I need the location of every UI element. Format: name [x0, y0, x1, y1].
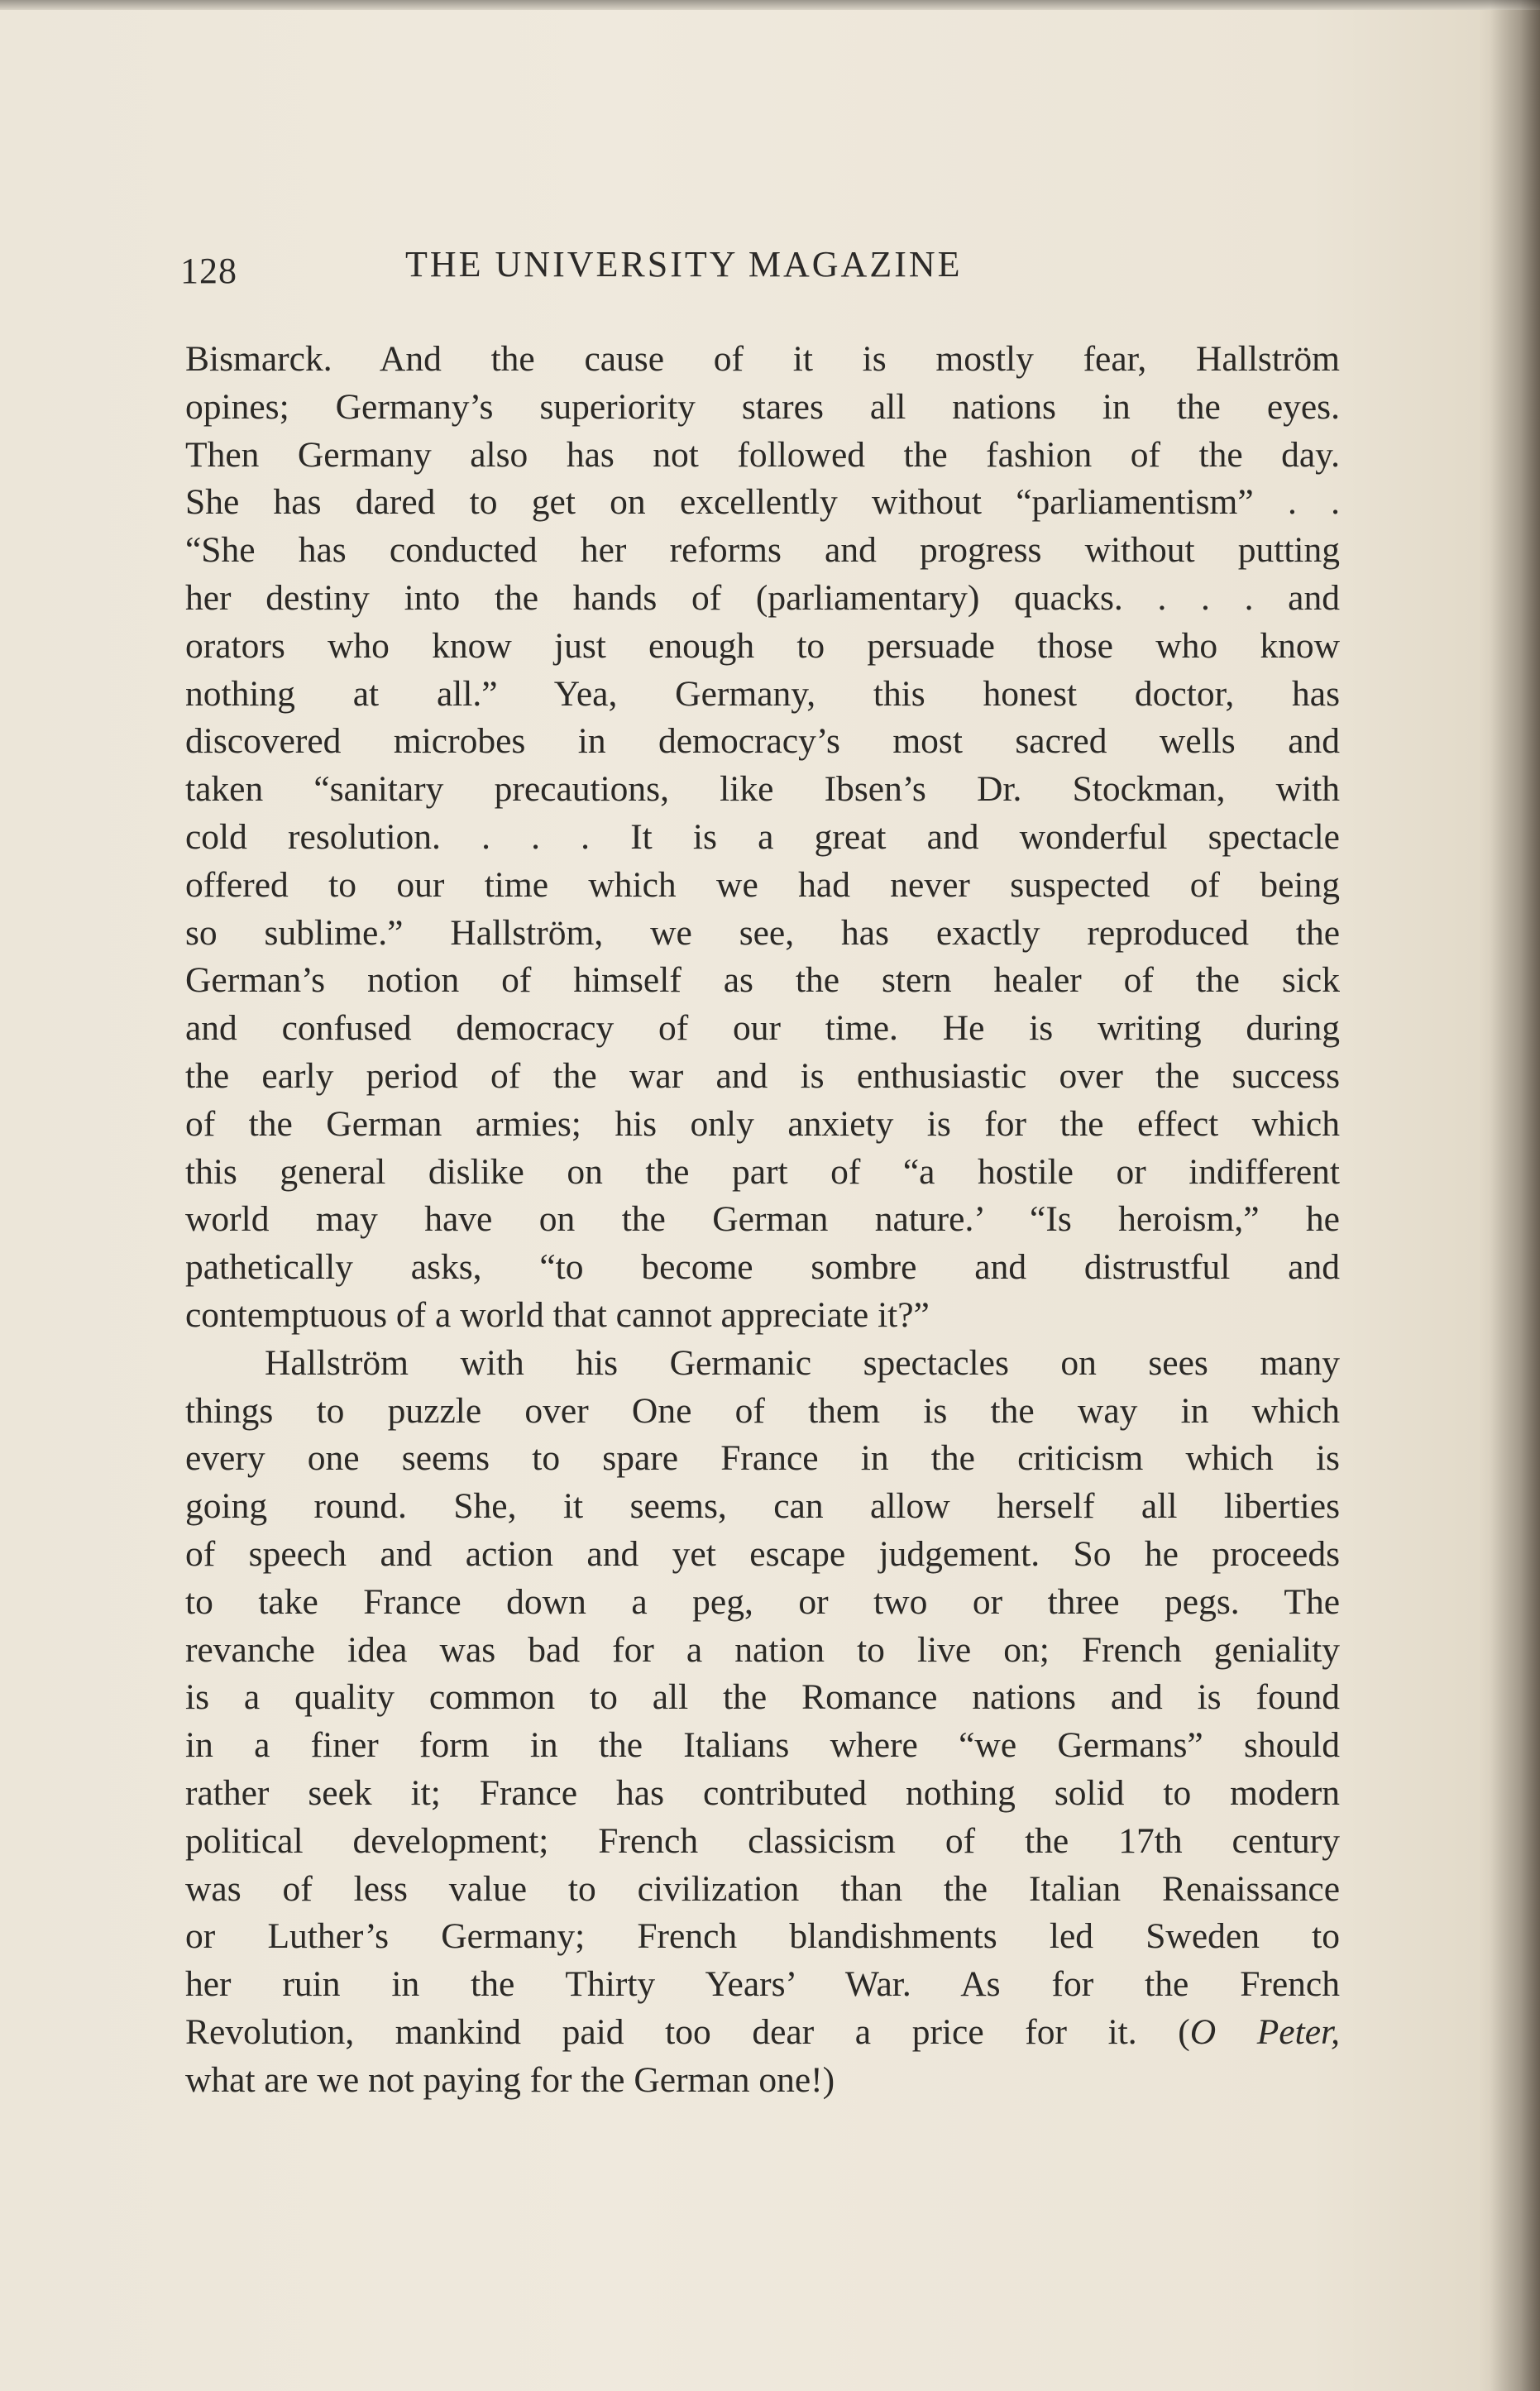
- paragraph-first-line: Hallström with his Germanic spectacles on sees many: [265, 1342, 1340, 1383]
- text-line: going round. She, it seems, can allow herself all liberties: [185, 1486, 1340, 1527]
- text-line: of speech and action and yet escape judgement. So he proceeds: [185, 1533, 1340, 1574]
- text-line: opines; Germany’s superiority stares all nations in the eyes.: [185, 386, 1340, 427]
- page-gutter-shadow: [1490, 0, 1540, 2391]
- running-title: THE UNIVERSITY MAGAZINE: [405, 244, 963, 285]
- text-line: so sublime.” Hallström, we see, has exactly reproduced the: [185, 912, 1340, 953]
- text-line: of the German armies; his only anxiety is for the effect which: [185, 1103, 1340, 1144]
- text-line: cold resolution. . . . It is a great and wonderful spectacle: [185, 816, 1340, 857]
- text-line: pathetically asks, “to become sombre and distrustful and: [185, 1247, 1340, 1288]
- text-line: German’s notion of himself as the stern healer of the sick: [185, 960, 1340, 1001]
- text-line: taken “sanitary precautions, like Ibsen’s Dr. Stockman, with: [185, 769, 1340, 810]
- text-line: rather seek it; France has contributed nothing solid to modern: [185, 1772, 1340, 1813]
- body-text: [185, 336, 1340, 2104]
- page-top-shadow: [0, 0, 1540, 10]
- text-line: her ruin in the Thirty Years’ War. As for the French: [185, 1964, 1340, 2005]
- text-line: the early period of the war and is enthusiastic over the success: [185, 1055, 1340, 1096]
- text-line: orators who know just enough to persuade those who know: [185, 625, 1340, 666]
- text-line: political development; French classicism of the 17th century: [185, 1820, 1340, 1861]
- text-line: offered to our time which we had never suspected of being: [185, 864, 1340, 905]
- text-line: is a quality common to all the Romance nations and is found: [185, 1677, 1340, 1718]
- text-line: every one seems to spare France in the criticism which is: [185, 1438, 1340, 1479]
- text-line: Then Germany also has not followed the fashion of the day.: [185, 434, 1340, 475]
- text-segment: Revolution, mankind paid too dear a price for it. (: [185, 2011, 1190, 2052]
- text-line: to take France down a peg, or two or three pegs. The: [185, 1581, 1340, 1622]
- running-header: [180, 240, 1338, 298]
- page-number: 128: [180, 251, 237, 291]
- text-line: things to puzzle over One of them is the way in which: [185, 1390, 1340, 1431]
- text-line: discovered microbes in democracy’s most sacred wells and: [185, 721, 1340, 762]
- text-line: and confused democracy of our time. He is writing during: [185, 1008, 1340, 1049]
- paragraph-end-line: contemptuous of a world that cannot appreciate it?”: [185, 1294, 930, 1335]
- text-line: “She has conducted her reforms and progress without putting: [185, 530, 1340, 571]
- text-line: world may have on the German nature.’ “Is heroism,” he: [185, 1199, 1340, 1240]
- text-line: or Luther’s Germany; French blandishments led Sweden to: [185, 1916, 1340, 1957]
- text-line: revanche idea was bad for a nation to live on; French geniality: [185, 1629, 1340, 1670]
- text-line: was of less value to civilization than the Italian Renaissance: [185, 1868, 1340, 1909]
- text-line: in a finer form in the Italians where “we Germans” should: [185, 1725, 1340, 1766]
- text-line: her destiny into the hands of (parliamentary) quacks. . . . and: [185, 577, 1340, 618]
- text-line: nothing at all.” Yea, Germany, this honest doctor, has: [185, 673, 1340, 714]
- paragraph-end-line: what are we not paying for the German one!): [185, 2059, 835, 2100]
- italic-aside: O Peter,: [1189, 2011, 1340, 2052]
- text-line: [185, 2009, 1340, 2057]
- text-line: She has dared to get on excellently without “parliamentism” . .: [185, 482, 1340, 523]
- text-line: Bismarck. And the cause of it is mostly fear, Hallström: [185, 339, 1340, 379]
- text-line: this general dislike on the part of “a hostile or indifferent: [185, 1151, 1340, 1192]
